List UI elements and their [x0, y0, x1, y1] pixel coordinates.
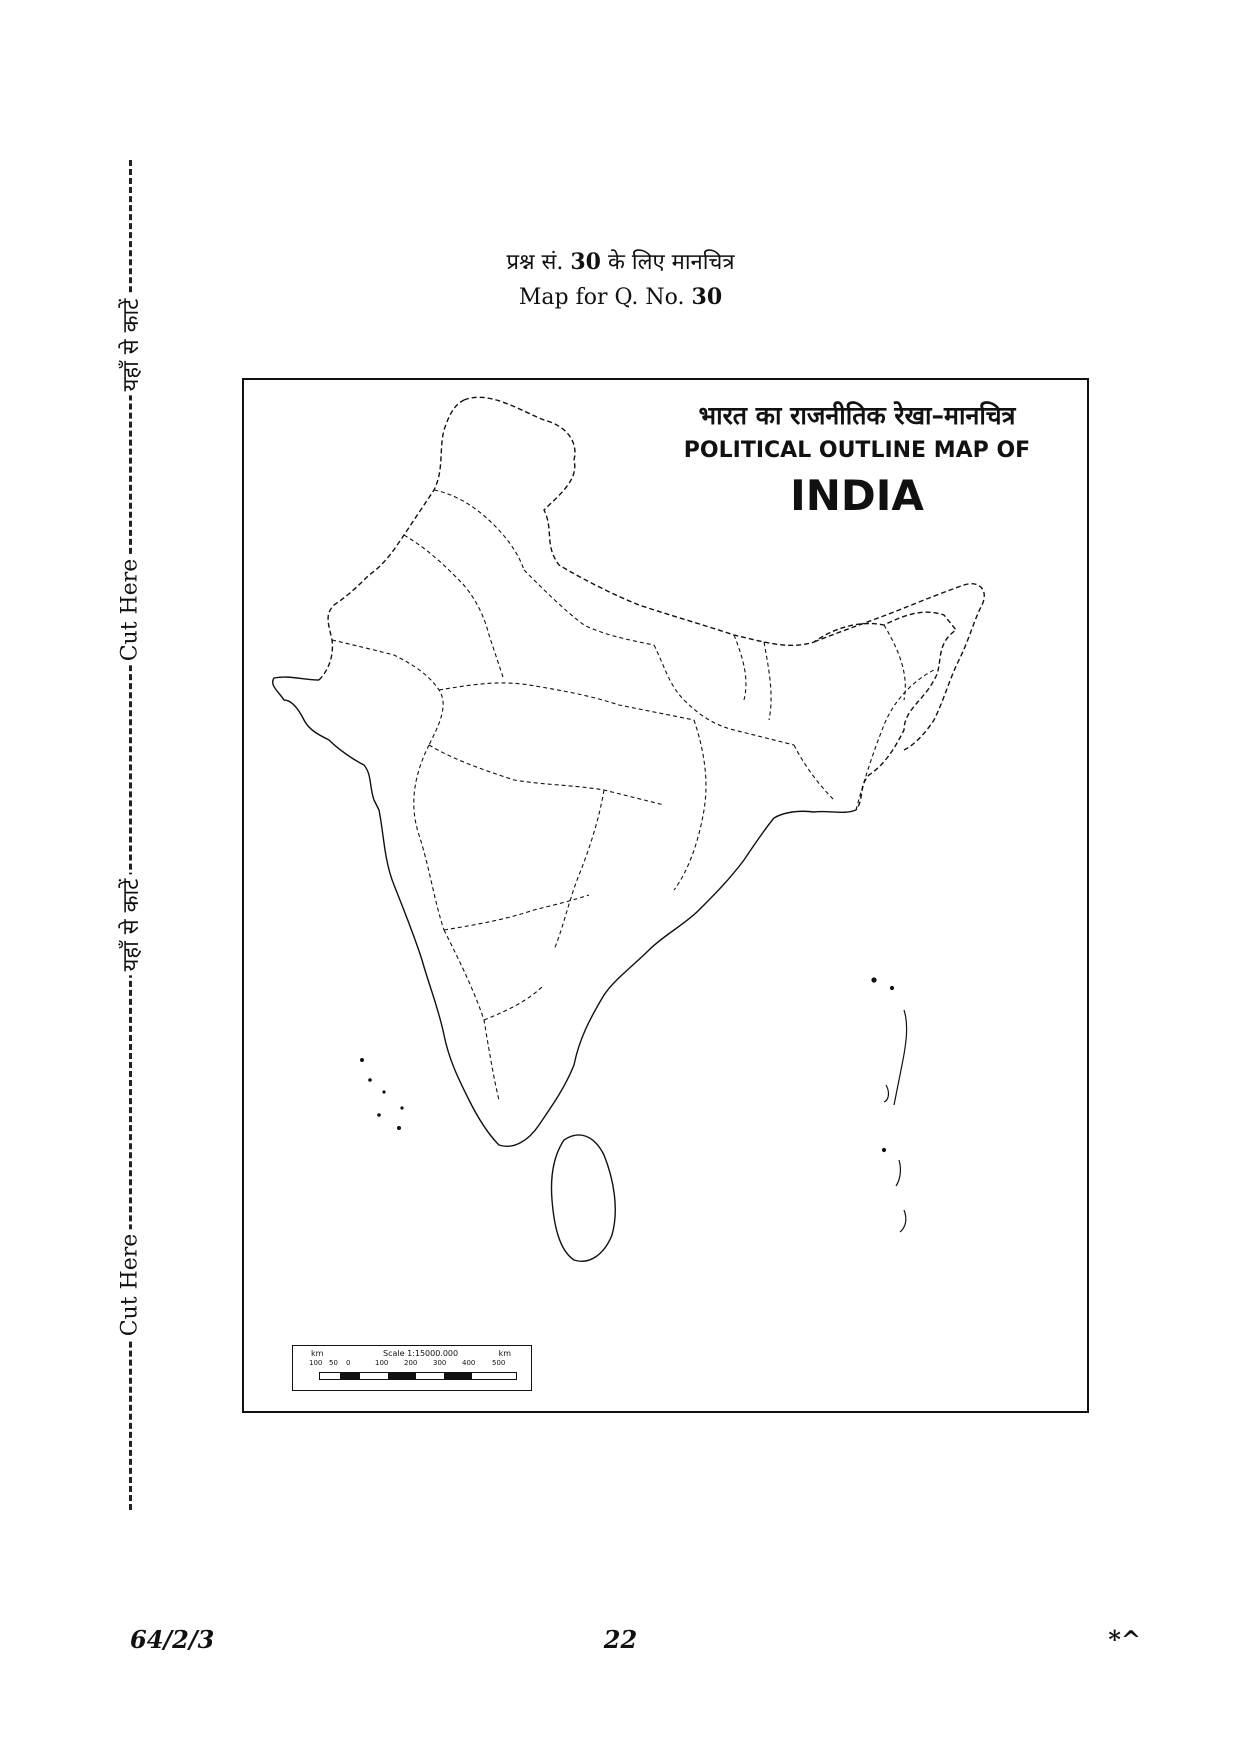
- map-frame: [242, 378, 1089, 1413]
- page-number: 22: [603, 1625, 638, 1654]
- india-outline-map: [244, 380, 1087, 1411]
- scale-unit-right: km: [498, 1349, 511, 1358]
- cut-here-label-bottom: Cut Here: [110, 1210, 150, 1360]
- scale-tick: 50: [329, 1359, 338, 1367]
- sri-lanka-outline: [552, 1135, 616, 1261]
- cut-here-label-top: Cut Here: [110, 535, 150, 685]
- caption-english: Map for Q. No. 30: [518, 284, 723, 310]
- page-footer: [0, 1625, 1241, 1665]
- map-title-country: INDIA: [790, 471, 924, 520]
- caption-hindi: प्रश्न सं. 30 के लिए मानचित्र: [506, 249, 735, 275]
- cut-here-hindi-label-bottom: यहाँ से काटें: [110, 850, 150, 1000]
- india-coastline: [273, 677, 856, 1146]
- lakshadweep-islands: [360, 1058, 404, 1130]
- scale-ratio: Scale 1:15000.000: [383, 1349, 459, 1358]
- state-boundaries: [332, 490, 934, 1100]
- map-title: [657, 398, 1057, 520]
- scale-graphic: [319, 1372, 517, 1380]
- scale-tick: 200: [404, 1359, 418, 1367]
- cut-here-hindi-label-top: यहाँ से काटें: [110, 270, 150, 420]
- scale-tick: 100: [309, 1359, 323, 1367]
- scale-tick: 400: [462, 1359, 476, 1367]
- scale-tick: 500: [492, 1359, 506, 1367]
- scale-bar: [292, 1345, 532, 1391]
- cut-strip: [110, 160, 150, 1510]
- northeast-outline: [814, 584, 984, 750]
- footer-mark: *^: [1108, 1625, 1141, 1654]
- map-title-hindi: भारत का राजनीतिक रेखा–मानचित्र: [698, 401, 1016, 430]
- andaman-nicobar-islands: [872, 978, 907, 1232]
- map-caption: [0, 245, 1241, 315]
- scale-tick: 300: [433, 1359, 447, 1367]
- scale-tick: 100: [375, 1359, 389, 1367]
- scale-unit-left: km: [311, 1349, 324, 1358]
- paper-code: 64/2/3: [130, 1625, 215, 1654]
- western-border: [319, 400, 464, 680]
- map-title-english: POLITICAL OUTLINE MAP OF: [683, 438, 1031, 463]
- scale-tick: 0: [346, 1359, 351, 1367]
